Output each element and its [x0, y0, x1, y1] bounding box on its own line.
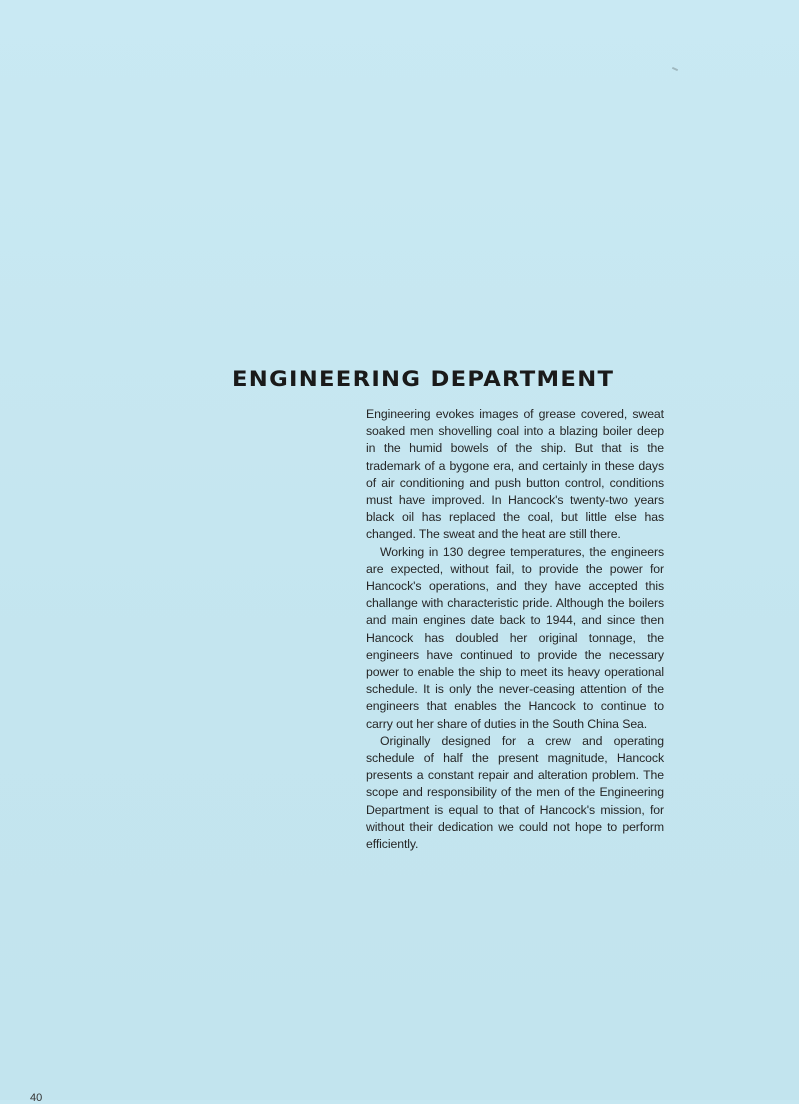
paragraph-3: Originally designed for a crew and operating schedule of half the present magnitude, Hancock presents a constant repair and alteration problem. The scope and responsibility of the men of the Engineering Department is equal to that of Hancock's mission, for without their dedication we could not hope to perform efficiently. — [366, 733, 664, 852]
page-title: ENGINEERING DEPARTMENT — [232, 367, 615, 391]
page-number: 40 — [30, 1092, 43, 1104]
paragraph-2: Working in 130 degree temperatures, the engineers are expected, without fail, to provide the power for Hancock's operations, and they have accepted this challange with characteristic pride. Although the boilers and main engines date back to 1944, and since then Hancock has doubled her original tonnage, the engineers have continued to provide the necessary power to enable the ship to meet its heavy operational schedule. It is only the never-ceasing attention of the engineers that enables the Hancock to continue to carry out her share of duties in the South China Sea. — [366, 544, 664, 731]
article-body — [366, 406, 664, 853]
paragraph-1: Engineering evokes images of grease covered, sweat soaked men shovelling coal into a blazing boiler deep in the humid bowels of the ship. But that is the trademark of a bygone era, and certainly in these days of air conditioning and push button control, conditions must have improved. In Hancock's twenty-two years black oil has replaced the coal, but little else has changed. The sweat and the heat are still there. — [366, 407, 664, 542]
paper-mark — [672, 67, 678, 71]
